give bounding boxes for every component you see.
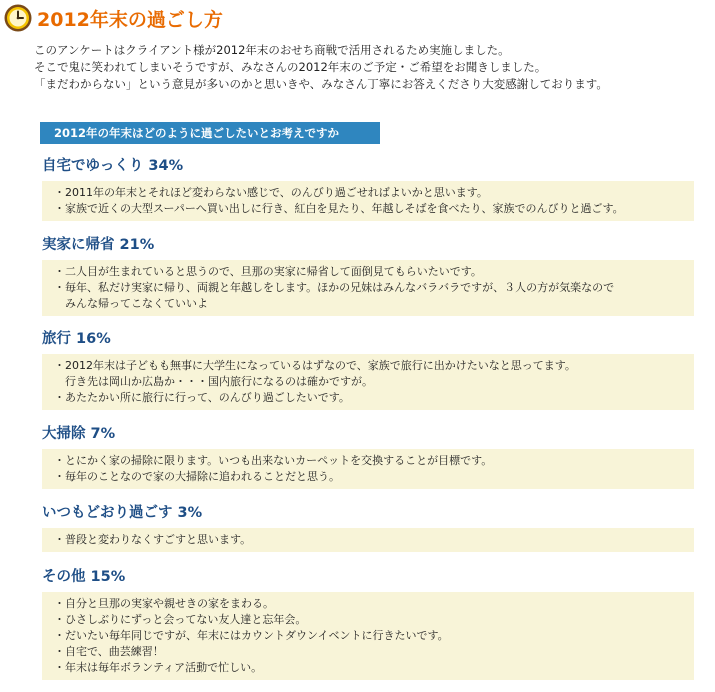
- clock-icon: [3, 3, 33, 33]
- section-heading: いつもどおり過ごす 3%: [42, 505, 203, 521]
- answer-line: 行き先は岡山か広島か・・・国内旅行になるのは確かですが。: [54, 375, 373, 388]
- section-heading: 実家に帰省 21%: [42, 237, 155, 253]
- intro-line: このアンケートはクライアント様が2012年末のおせち商戦で活用されるため実施しました。: [34, 43, 510, 57]
- answer-line: ・家族で近くの大型スーパーへ買い出しに行き、紅白を見たり、年越しそばを食べたり、家族でのんびりと過ごす。: [54, 202, 624, 215]
- answer-box: [42, 449, 694, 489]
- answer-line: ・自分と旦那の実家や親せきの家をまわる。: [54, 597, 274, 610]
- answer-line: みんな帰ってこなくていいよ: [54, 297, 208, 310]
- answer-line: ・毎年、私だけ実家に帰り、両親と年越しをします。ほかの兄妹はみんなバラバラですが、３人の方が気楽なので: [54, 281, 615, 294]
- section-stay-home: [42, 155, 694, 221]
- answer-line: ・ひさしぶりにずっと会ってない友人達と忘年会。: [54, 613, 307, 626]
- answer-line: ・2012年末は子どもも無事に大学生になっているはずなので、家族で旅行に出かけたいなと思ってます。: [54, 359, 576, 372]
- section-cleaning: [42, 423, 694, 489]
- answer-line: ・年末は毎年ボランティア活動で忙しい。: [54, 661, 263, 674]
- answer-line: ・普段と変わりなくすごすと思います。: [54, 533, 252, 546]
- section-heading: 自宅でゆっくり 34%: [42, 158, 184, 174]
- section-as-usual: [42, 502, 694, 552]
- answer-line: ・とにかく家の掃除に限ります。いつも出来ないカーペットを交換することが目標です。: [54, 454, 493, 467]
- answer-line: ・二人目が生まれていると思うので、旦那の実家に帰省して面倒見てもらいたいです。: [54, 265, 482, 278]
- section-heading: 旅行 16%: [42, 331, 111, 347]
- question-banner: 2012年の年末はどのように過ごしたいとお考えですか: [40, 122, 380, 144]
- intro-text: [34, 42, 608, 93]
- answer-box: [42, 592, 694, 680]
- page-title: 2012年末の過ごし方: [37, 8, 223, 31]
- answer-box: [42, 528, 694, 552]
- answer-line: ・だいたい毎年同じですが、年末にはカウントダウンイベントに行きたいです。: [54, 629, 449, 642]
- answer-box: [42, 181, 694, 221]
- answer-line: ・2011年の年末とそれほど変わらない感じで、のんびり過ごせればよいかと思います。: [54, 186, 488, 199]
- intro-line: そこで鬼に笑われてしまいそうですが、みなさんの2012年末のご予定・ご希望をお聞きしました。: [34, 60, 547, 74]
- answer-line: ・毎年のことなので家の大掃除に追われることだと思う。: [54, 470, 340, 483]
- answer-line: ・あたたかい所に旅行に行って、のんびり過ごしたいです。: [54, 391, 350, 404]
- section-hometown: [42, 234, 694, 316]
- section-other: [42, 566, 694, 680]
- answer-box: [42, 354, 694, 410]
- section-heading: その他 15%: [42, 569, 126, 585]
- section-travel: [42, 328, 694, 410]
- section-heading: 大掃除 7%: [42, 426, 116, 442]
- answer-line: ・自宅で、曲芸練習！: [54, 645, 164, 658]
- page-header: [3, 3, 223, 33]
- intro-line: 「まだわからない」という意見が多いのかと思いきや、みなさん丁寧にお答えくださり大変感謝しております。: [34, 77, 608, 91]
- answer-box: [42, 260, 694, 316]
